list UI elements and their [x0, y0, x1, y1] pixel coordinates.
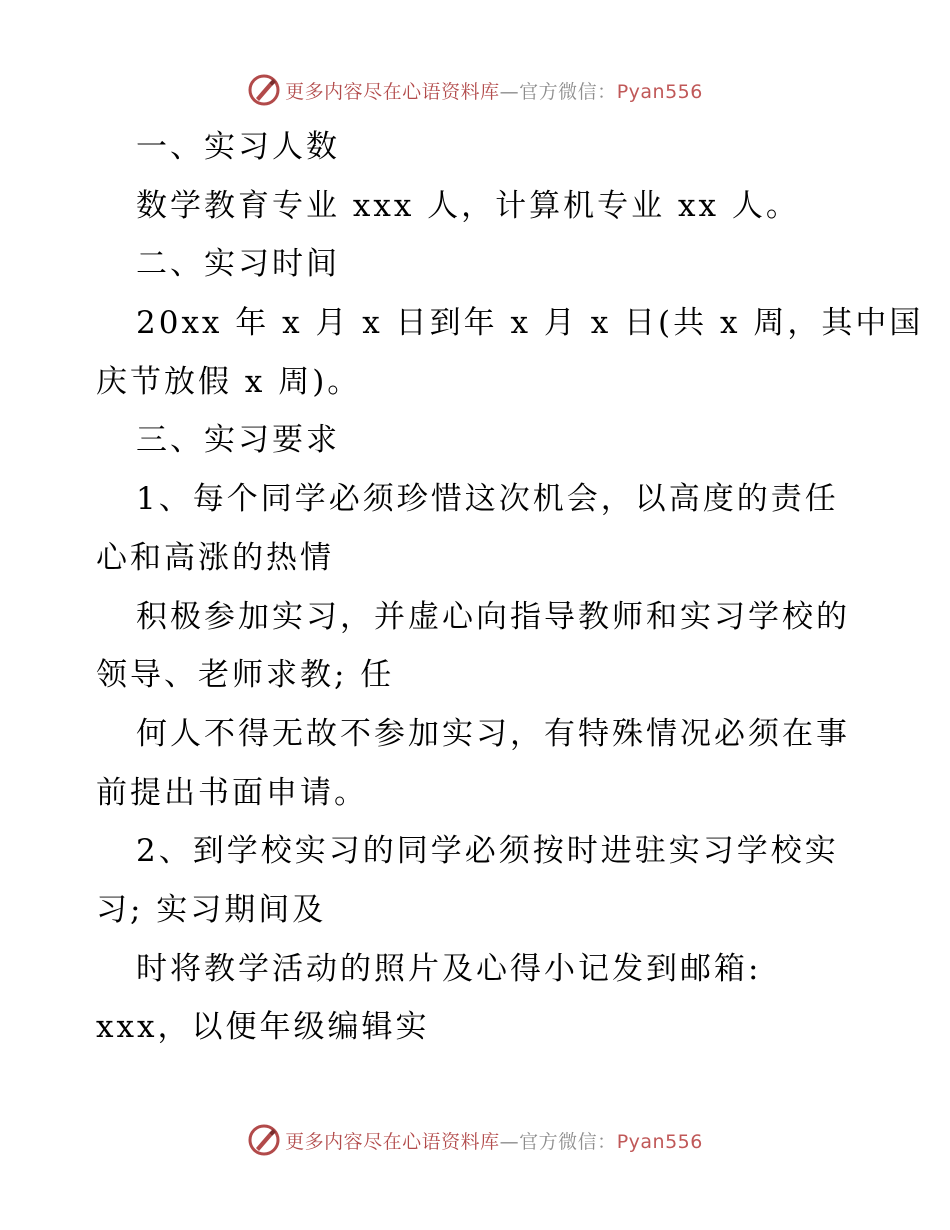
- footer-banner: [0, 1120, 950, 1160]
- paragraph-line: 2、到学校实习的同学必须按时进驻实习学校实: [136, 833, 839, 870]
- document-body: [96, 118, 924, 1057]
- footer-separator: —: [499, 1130, 520, 1153]
- paragraph-line: 1、每个同学必须珍惜这次机会，以高度的责任: [136, 481, 839, 518]
- pen-circle-logo-icon: [247, 1123, 281, 1157]
- header-wechat-label: 官方微信：: [519, 80, 617, 103]
- paragraph-line: 领导、老师求教; 任: [96, 657, 395, 694]
- footer-banner-text: [285, 1127, 703, 1154]
- section-heading-time: 二、实习时间: [136, 246, 340, 283]
- paragraph-line: 心和高涨的热情: [96, 539, 334, 576]
- paragraph-line: xxx，以便年级编辑实: [96, 1009, 430, 1046]
- header-brand: 更多内容尽在心语资料库: [285, 80, 500, 103]
- paragraph-line: 前提出书面申请。: [96, 774, 368, 811]
- paragraph-line: 庆节放假 x 周)。: [96, 363, 362, 400]
- footer-wechat-id: Pyan556: [616, 1130, 703, 1153]
- paragraph-line: 20xx 年 x 月 x 日到年 x 月 x 日(共 x 周，其中国: [136, 305, 924, 342]
- header-banner: [0, 70, 950, 110]
- header-banner-text: [285, 77, 703, 104]
- header-wechat-id: Pyan556: [616, 80, 703, 103]
- section-heading-requirements: 三、实习要求: [136, 422, 340, 459]
- footer-wechat-label: 官方微信：: [519, 1130, 617, 1153]
- paragraph-line: 何人不得无故不参加实习，有特殊情况必须在事: [136, 715, 850, 752]
- section-heading-count: 一、实习人数: [136, 129, 340, 165]
- pen-circle-logo-icon: [247, 73, 281, 107]
- paragraph-line: 时将教学活动的照片及心得小记发到邮箱:: [136, 950, 762, 987]
- footer-brand: 更多内容尽在心语资料库: [285, 1130, 500, 1153]
- paragraph-line: 数学教育专业 xxx 人，计算机专业 xx 人。: [136, 187, 800, 224]
- header-separator: —: [499, 80, 520, 103]
- paragraph-line: 习; 实习期间及: [96, 891, 327, 928]
- paragraph-line: 积极参加实习，并虚心向指导教师和实习学校的: [136, 598, 850, 635]
